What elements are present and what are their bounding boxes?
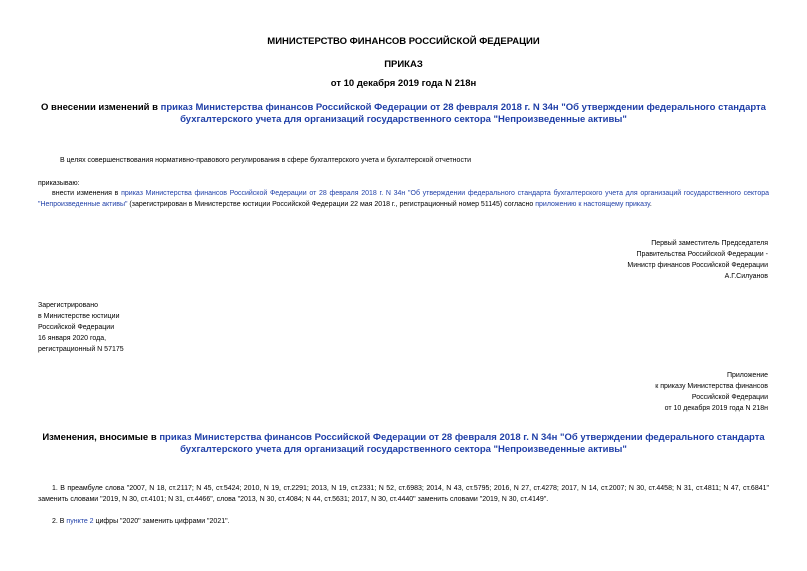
change-item-2 bbox=[52, 516, 767, 527]
change-item-1: 1. В преамбуле слова "2007, N 18, ст.2117; N 45, ст.5424; 2010, N 19, ст.2291; 2013, N 19, ст.2331; N 52, ст.6983; 2014, N 43, ст.5795; 2016, N 27, ст.4278; 2017, N 14, ст.2007; N 30, ст.4458; N 31, ст.4811; N 47, ст.6841" заменить словами "2019, N 30, ст.4101; N 31, ст.4466", слова "2013, N 30, ст.4084; N 44, ст.5631; 2017, N 30, ст.4440" заменить словами "2019, N 30, ст.4149". bbox=[38, 485, 769, 503]
p1-middle: (зарегистрирован в Министерстве юстиции Российской Федерации 22 мая 2018 г., регистрационный номер 51145) согласно bbox=[127, 201, 536, 208]
appendix-block bbox=[420, 370, 768, 414]
p1-appendix-link[interactable]: приложению к настоящему приказу bbox=[535, 201, 650, 208]
signature-line-3: Министр финансов Российской Федерации bbox=[627, 262, 768, 269]
registration-line-3: Российской Федерации bbox=[38, 324, 115, 331]
p1-order-link[interactable]: приказ Министерства финансов Российской Федерации от 28 февраля 2018 г. N 34н "Об утверждении федерального стандарта бухгалтерского учета для организаций государственного сектора "Непроизведенные активы" bbox=[38, 190, 769, 208]
signature-name: А.Г.Силуанов bbox=[724, 273, 768, 280]
registration-number: регистрационный N 57175 bbox=[38, 346, 124, 353]
item2-prefix: 2. В bbox=[52, 518, 67, 525]
item2-rest: цифры "2020" заменить цифрами "2021". bbox=[93, 518, 230, 525]
signature-line-2: Правительства Российской Федерации - bbox=[636, 251, 768, 258]
signature-block bbox=[420, 238, 768, 282]
appendix-line-1: Приложение bbox=[726, 372, 768, 379]
appendix-line-2: к приказу Министерства финансов bbox=[655, 383, 768, 390]
changes-title bbox=[40, 432, 767, 456]
registration-block bbox=[38, 300, 338, 355]
item2-link[interactable]: пункте 2 bbox=[66, 518, 94, 525]
registration-line-2: в Министерстве юстиции bbox=[38, 313, 120, 320]
order-paragraph-1 bbox=[38, 188, 769, 210]
registration-line-4: 16 января 2020 года, bbox=[38, 335, 107, 342]
registration-line-1: Зарегистрировано bbox=[38, 302, 98, 309]
appendix-line-3: Российской Федерации bbox=[691, 394, 768, 401]
signature-line-1: Первый заместитель Председателя bbox=[651, 240, 768, 247]
order-date: от 10 декабря 2019 года N 218н bbox=[330, 78, 477, 89]
order-word: приказываю: bbox=[38, 180, 80, 187]
ministry-heading: МИНИСТЕРСТВО ФИНАНСОВ РОССИЙСКОЙ ФЕДЕРАЦИИ bbox=[267, 36, 540, 47]
p1-prefix: внести изменения в bbox=[52, 190, 122, 197]
changes-title-link[interactable]: приказ Министерства финансов Российской Федерации от 28 февраля 2018 г. N 34н "Об утверждении федерального стандарта бухгалтерского учета для организаций государственного сектора "Непроизведенные активы" bbox=[159, 432, 765, 455]
order-label: ПРИКАЗ bbox=[384, 59, 423, 70]
changes-title-prefix: Изменения, вносимые в bbox=[42, 432, 160, 443]
intro-paragraph: В целях совершенствования нормативно-правового регулирования в сфере бухгалтерского учета и бухгалтерской отчетности bbox=[60, 157, 472, 164]
appendix-line-4: от 10 декабря 2019 года N 218н bbox=[664, 405, 768, 412]
order-title bbox=[40, 102, 767, 126]
p1-end: . bbox=[649, 201, 652, 208]
order-title-link[interactable]: приказ Министерства финансов Российской Федерации от 28 февраля 2018 г. N 34н "Об утверждении федерального стандарта бухгалтерского учета для организаций государственного сектора "Непроизведенные активы" bbox=[160, 102, 766, 125]
order-title-prefix: О внесении изменений в bbox=[41, 102, 161, 113]
